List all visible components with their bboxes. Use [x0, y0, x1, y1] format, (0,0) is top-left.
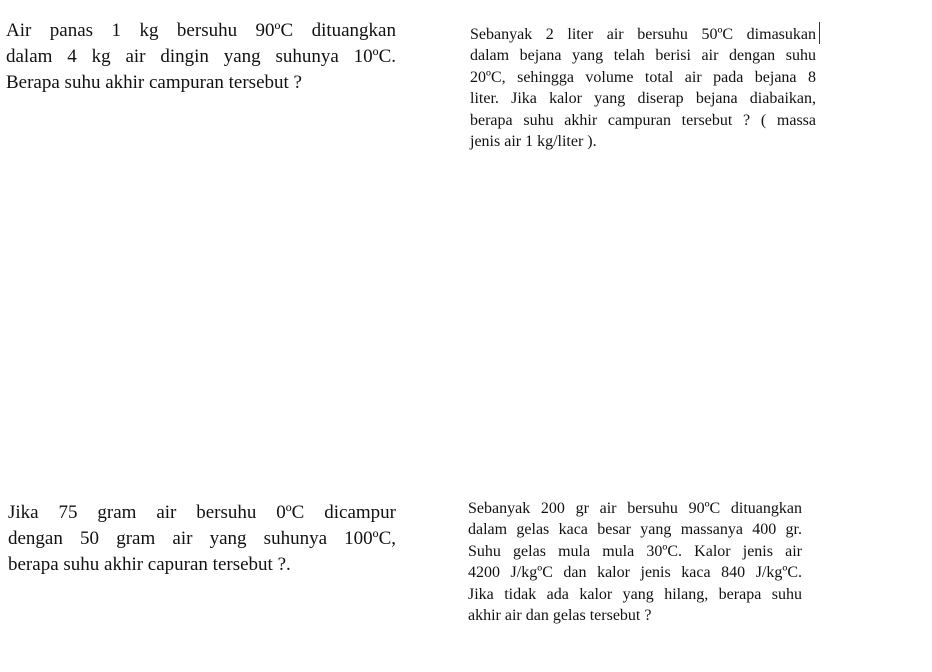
- problem-2-line: 20ºC, sehingga volume total air pada bejana 8: [470, 68, 816, 86]
- problem-2-line: dalam bejana yang telah berisi air dengan suhu: [470, 47, 816, 65]
- problem-2-line: Sebanyak 2 liter air bersuhu 50ºC dimasukan: [470, 26, 816, 43]
- problem-3-line: dengan 50 gram air yang suhunya 100ºC,: [8, 528, 396, 549]
- problem-1: [6, 18, 396, 96]
- problem-2-line: liter. Jika kalor yang diserap bejana diabaikan,: [470, 90, 816, 108]
- problem-3: [8, 500, 396, 578]
- problem-4-line: Suhu gelas mula mula 30ºC. Kalor jenis air: [468, 542, 802, 560]
- problem-4-line: dalam gelas kaca besar yang massanya 400 gr.: [468, 521, 802, 539]
- problem-1-line: Air panas 1 kg bersuhu 90ºC dituangkan: [6, 20, 396, 41]
- problem-4-line: 4200 J/kgºC dan kalor jenis kaca 840 J/kgºC.: [468, 564, 802, 582]
- problem-2: [470, 24, 816, 152]
- problem-4-line: Jika tidak ada kalor yang hilang, berapa suhu: [468, 585, 802, 603]
- problem-3-line: berapa suhu akhir capuran tersebut ?.: [8, 554, 291, 575]
- problem-4-line: akhir air dan gelas tersebut ?: [468, 607, 652, 625]
- problem-4-line: Sebanyak 200 gr air bersuhu 90ºC dituangkan: [468, 500, 802, 517]
- problem-2-line: berapa suhu akhir campuran tersebut ? ( massa: [470, 111, 816, 129]
- problem-3-line: Jika 75 gram air bersuhu 0ºC dicampur: [8, 502, 396, 523]
- problem-4: [468, 498, 802, 626]
- problem-2-line: jenis air 1 kg/liter ).: [470, 133, 597, 151]
- problem-1-line: Berapa suhu akhir campuran tersebut ?: [6, 72, 302, 93]
- problem-1-line: dalam 4 kg air dingin yang suhunya 10ºC.: [6, 46, 396, 67]
- text-cursor: [819, 22, 820, 44]
